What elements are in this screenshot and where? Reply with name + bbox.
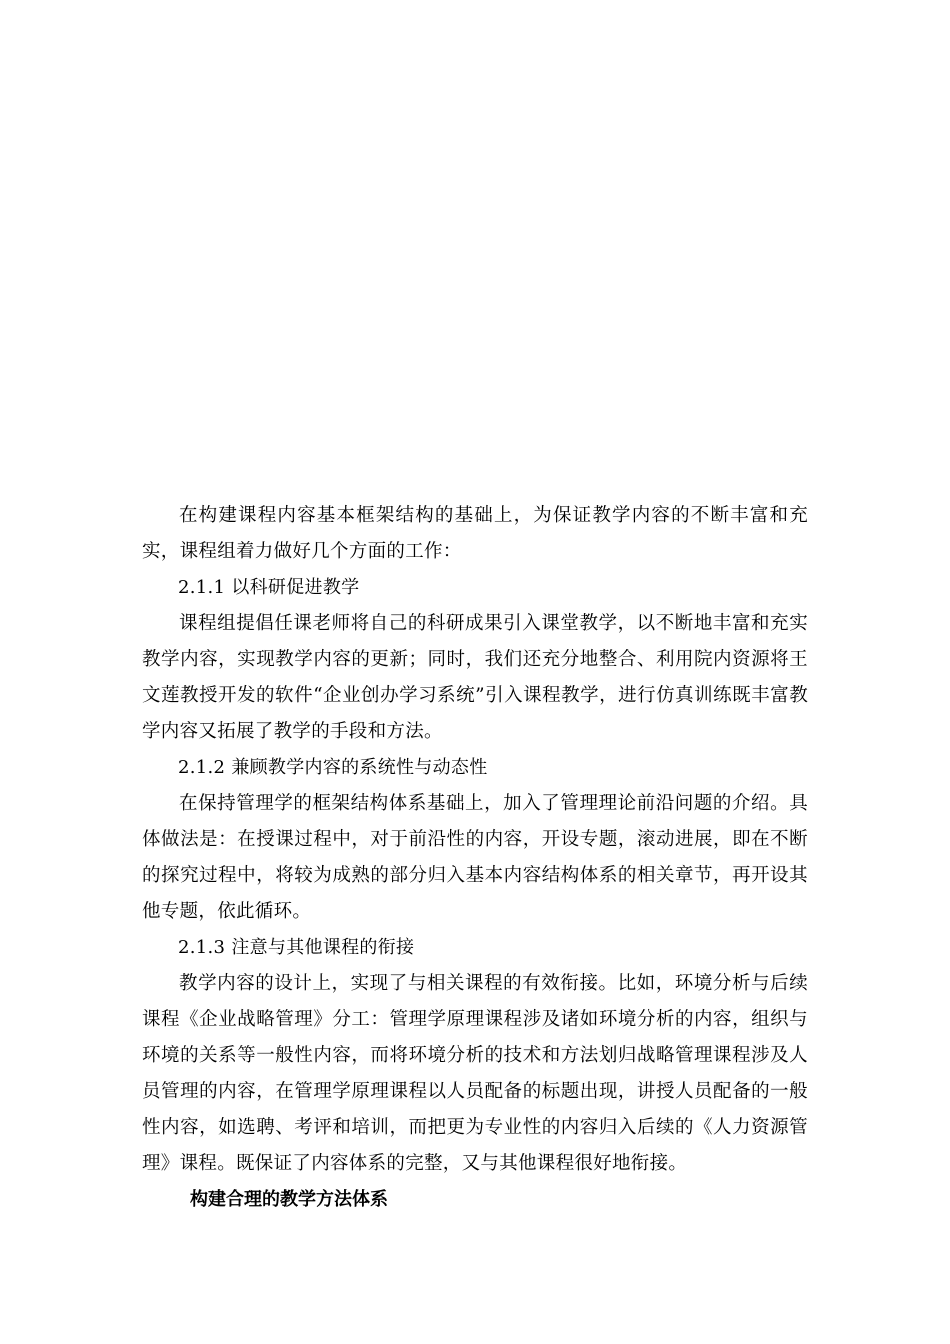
subsection-heading-2-1-3: 2.1.3 注意与其他课程的衔接 xyxy=(178,937,415,958)
subsection-heading-2-1-1: 2.1.1 以科研促进教学 xyxy=(178,577,360,598)
intro-paragraph: 在构建课程内容基本框架结构的基础上，为保证教学内容的不断丰富和充实，课程组着力做好几个方面的工作： xyxy=(142,505,808,562)
subsection-body-2-1-2: 在保持管理学的框架结构体系基础上，加入了管理理论前沿问题的介绍。具体做法是：在授课过程中，对于前沿性的内容，开设专题，滚动进展，即在不断的探究过程中，将较为成熟的部分归入基本内容结构体系的相关章节，再开设其他专题，依此循环。 xyxy=(142,793,808,922)
subsection-heading-2-1-2: 2.1.2 兼顾教学内容的系统性与动态性 xyxy=(178,757,488,778)
section-heading: 构建合理的教学方法体系 xyxy=(190,1189,388,1210)
subsection-body-2-1-1: 课程组提倡任课老师将自己的科研成果引入课堂教学，以不断地丰富和充实教学内容，实现教学内容的更新；同时，我们还充分地整合、利用院内资源将王文莲教授开发的软件“企业创办学习系统”引入课程教学，进行仿真训练既丰富教学内容又拓展了教学的手段和方法。 xyxy=(142,613,808,742)
document-body xyxy=(142,498,808,1218)
subsection-body-2-1-3: 教学内容的设计上，实现了与相关课程的有效衔接。比如，环境分析与后续课程《企业战略管理》分工：管理学原理课程涉及诸如环境分析的内容，组织与环境的关系等一般性内容，而将环境分析的技术和方法划归战略管理课程涉及人员管理的内容，在管理学原理课程以人员配备的标题出现，讲授人员配备的一般性内容，如选聘、考评和培训，而把更为专业性的内容归入后续的《人力资源管理》课程。既保证了内容体系的完整，又与其他课程很好地衔接。 xyxy=(142,973,808,1174)
